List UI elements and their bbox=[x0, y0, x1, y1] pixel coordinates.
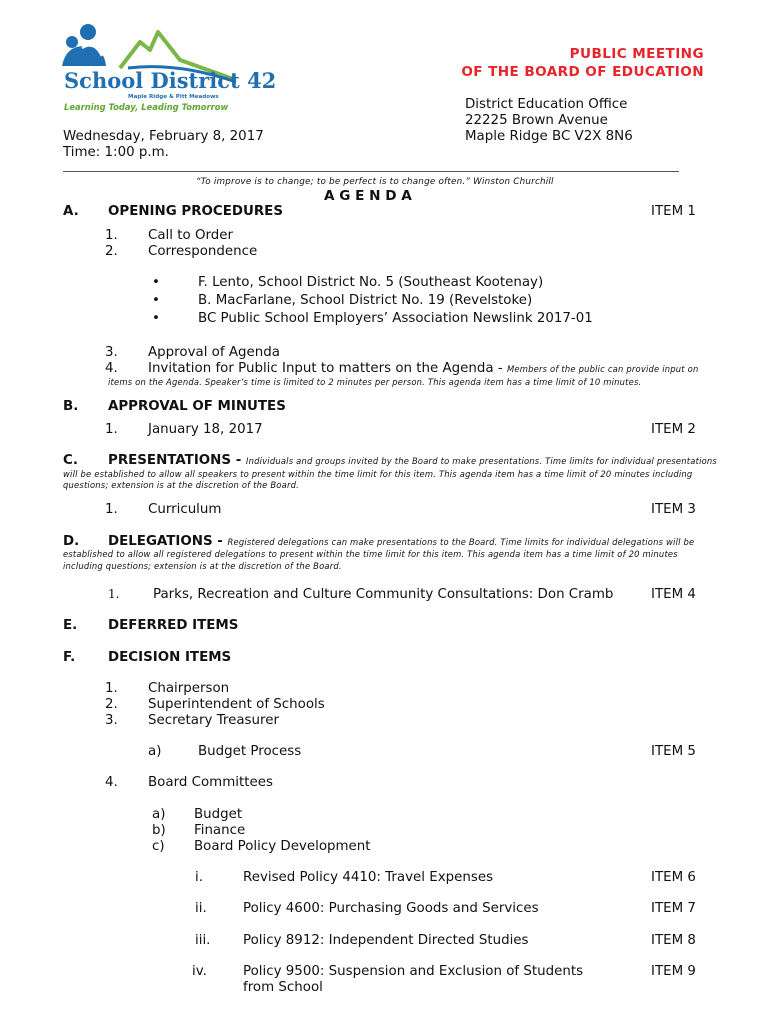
logo-tagline: Learning Today, Leading Tomorrow bbox=[64, 102, 229, 112]
section-a-letter: A. bbox=[63, 204, 79, 219]
f-roman-3: iii. bbox=[195, 933, 211, 948]
school-district-logo bbox=[58, 20, 277, 115]
section-d-letter: D. bbox=[63, 534, 80, 549]
f-committee-finance: Finance bbox=[194, 823, 246, 838]
address-line-3: Maple Ridge BC V2X 8N6 bbox=[465, 129, 633, 144]
c-num-1: 1. bbox=[105, 502, 118, 517]
f-item-5: ITEM 5 bbox=[651, 744, 696, 759]
correspondence-2: B. MacFarlane, School District No. 19 (Revelstoke) bbox=[198, 293, 533, 308]
f-num-4: 4. bbox=[105, 775, 118, 790]
address-line-1: District Education Office bbox=[465, 97, 628, 112]
f-num-2: 2. bbox=[105, 697, 118, 712]
f-budget-process: Budget Process bbox=[198, 744, 302, 759]
f-policy-9500: Policy 9500: Suspension and Exclusion of Students bbox=[243, 964, 584, 979]
section-f-letter: F. bbox=[63, 650, 76, 665]
d-note-3: including questions; extension is at the discretion of the Board. bbox=[63, 561, 342, 571]
header-divider bbox=[63, 171, 679, 172]
a-correspondence: Correspondence bbox=[148, 244, 258, 259]
section-f-title: DECISION ITEMS bbox=[108, 650, 232, 665]
f-policy-9500-cont: from School bbox=[243, 980, 323, 995]
f-policy-4600: Policy 4600: Purchasing Goods and Services bbox=[243, 901, 539, 916]
bullet-1: • bbox=[152, 275, 160, 290]
f-committee-a-letter: a) bbox=[152, 807, 166, 822]
section-c-title: PRESENTATIONS - bbox=[108, 453, 246, 468]
f-num-1: 1. bbox=[105, 681, 118, 696]
agenda-heading: A G E N D A bbox=[324, 188, 412, 204]
f-item-7: ITEM 7 bbox=[651, 901, 696, 916]
c-note-3: questions; extension is at the discretion of the Board. bbox=[63, 480, 299, 490]
a-num-2: 2. bbox=[105, 244, 118, 259]
f-committee-policy-dev: Board Policy Development bbox=[194, 839, 371, 854]
public-input-note-1: Members of the public can provide input on bbox=[506, 364, 699, 374]
f-board-committees: Board Committees bbox=[148, 775, 273, 790]
f-committee-b-letter: b) bbox=[152, 823, 166, 838]
f-sub-a: a) bbox=[148, 744, 162, 759]
section-d-title: DELEGATIONS - bbox=[108, 534, 228, 549]
b-item: ITEM 2 bbox=[651, 422, 696, 437]
section-b-title: APPROVAL OF MINUTES bbox=[108, 399, 286, 414]
f-roman-2: ii. bbox=[195, 901, 207, 916]
b-minutes-date: January 18, 2017 bbox=[148, 422, 263, 437]
c-note-2: will be established to allow all speakers to present within the time limit for this item. This agenda item has a time limit of 20 minutes including bbox=[63, 469, 693, 479]
section-c-letter: C. bbox=[63, 453, 78, 468]
f-num-3: 3. bbox=[105, 713, 118, 728]
section-e-title: DEFERRED ITEMS bbox=[108, 618, 239, 633]
a-num-4: 4. bbox=[105, 361, 118, 376]
d-note-1: Registered delegations can make presentations to the Board. Time limits for individual delegations will be bbox=[227, 537, 695, 547]
f-item-6: ITEM 6 bbox=[651, 870, 696, 885]
meeting-date: Wednesday, February 8, 2017 bbox=[63, 129, 264, 144]
c-item: ITEM 3 bbox=[651, 502, 696, 517]
section-b-letter: B. bbox=[63, 399, 79, 414]
f-roman-1: i. bbox=[195, 870, 203, 885]
f-roman-4: iv. bbox=[192, 964, 207, 979]
quote: “To improve is to change; to be perfect is to change often.” Winston Churchill bbox=[196, 177, 554, 187]
section-a-title: OPENING PROCEDURES bbox=[108, 204, 283, 219]
address-line-2: 22225 Brown Avenue bbox=[465, 113, 608, 128]
bullet-3: • bbox=[152, 311, 160, 326]
d-num-1: 1. bbox=[108, 587, 120, 601]
f-committee-c-letter: c) bbox=[152, 839, 165, 854]
f-policy-4410: Revised Policy 4410: Travel Expenses bbox=[243, 870, 494, 885]
f-chairperson: Chairperson bbox=[148, 681, 230, 696]
d-note-2: established to allow all registered delegations to present within the time limit for this item. This agenda item has a time limit of 20 minutes bbox=[63, 549, 678, 559]
f-policy-8912: Policy 8912: Independent Directed Studies bbox=[243, 933, 529, 948]
a-approval-of-agenda: Approval of Agenda bbox=[148, 345, 280, 360]
b-num-1: 1. bbox=[105, 422, 118, 437]
correspondence-1: F. Lento, School District No. 5 (Southeast Kootenay) bbox=[198, 275, 544, 290]
meeting-title-line1: PUBLIC MEETING bbox=[569, 46, 704, 62]
meeting-time: Time: 1:00 p.m. bbox=[63, 145, 169, 160]
c-note-1: Individuals and groups invited by the Board to make presentations. Time limits for individual presentations bbox=[245, 456, 717, 466]
f-secretary-treasurer: Secretary Treasurer bbox=[148, 713, 279, 728]
a-call-to-order: Call to Order bbox=[148, 228, 234, 243]
c-curriculum: Curriculum bbox=[148, 502, 222, 517]
section-c-heading bbox=[108, 453, 717, 468]
section-e-letter: E. bbox=[63, 618, 78, 633]
a-public-input bbox=[148, 361, 699, 376]
public-input-note-2: items on the Agenda. Speaker’s time is limited to 2 minutes per person. This agenda item has a time limit of 10 minutes. bbox=[108, 377, 642, 387]
d-item: ITEM 4 bbox=[651, 587, 696, 602]
logo-name: School District 42 bbox=[64, 68, 277, 93]
f-item-8: ITEM 8 bbox=[651, 933, 696, 948]
correspondence-3: BC Public School Employers’ Association Newslink 2017-01 bbox=[198, 311, 593, 326]
f-superintendent: Superintendent of Schools bbox=[148, 697, 325, 712]
meeting-title-line2: OF THE BOARD OF EDUCATION bbox=[461, 64, 704, 80]
bullet-2: • bbox=[152, 293, 160, 308]
d-delegation: Parks, Recreation and Culture Community Consultations: Don Cramb bbox=[153, 587, 614, 602]
section-a-item: ITEM 1 bbox=[651, 204, 696, 219]
f-item-9: ITEM 9 bbox=[651, 964, 696, 979]
logo-subtitle: Maple Ridge & Pitt Meadows bbox=[128, 94, 219, 100]
a-num-1: 1. bbox=[105, 228, 118, 243]
a-num-3: 3. bbox=[105, 345, 118, 360]
f-committee-budget: Budget bbox=[194, 807, 243, 822]
public-input-label: Invitation for Public Input to matters on the Agenda - bbox=[148, 361, 507, 376]
section-d-heading bbox=[108, 534, 694, 549]
